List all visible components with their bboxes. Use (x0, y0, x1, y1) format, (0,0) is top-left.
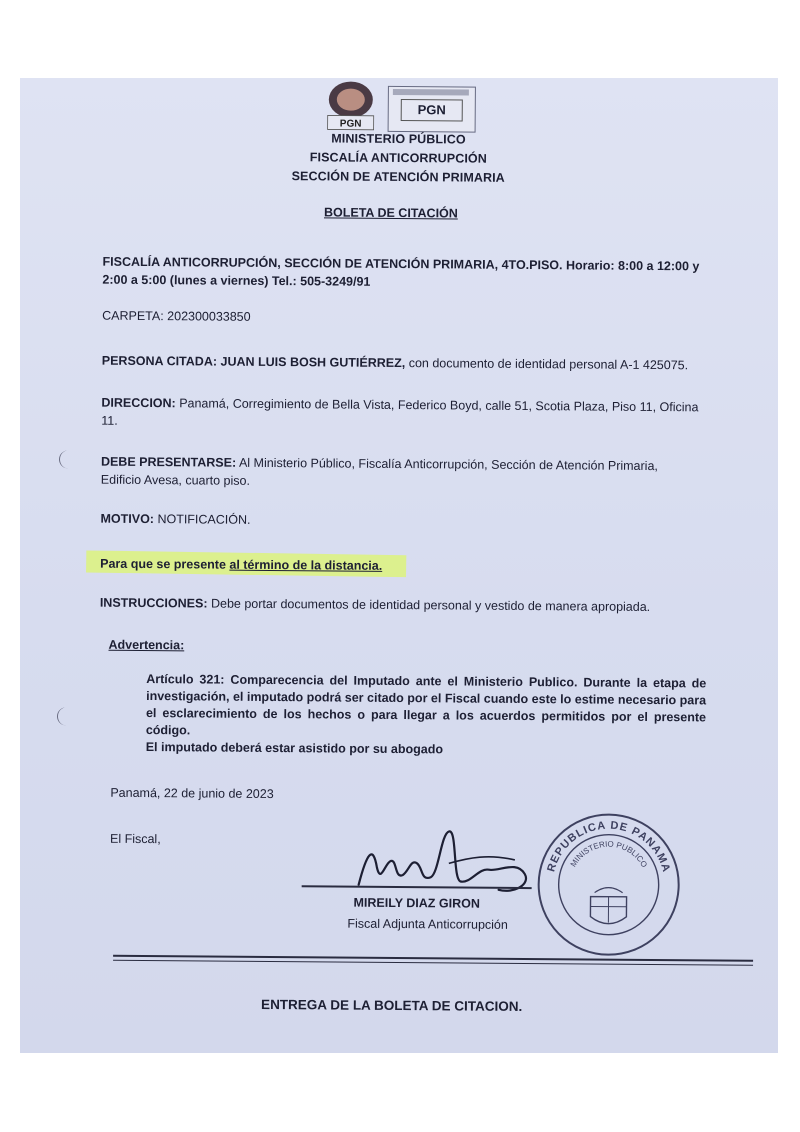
pgn-box-logo (388, 86, 476, 133)
header-line-2: FISCALÍA ANTICORRUPCIÓN (309, 150, 487, 166)
punch-hole-mark (59, 450, 70, 468)
persona-label: PERSONA CITADA: (101, 353, 218, 369)
motivo-value: NOTIFICACIÓN. (153, 512, 251, 527)
fiscal-label: El Fiscal, (109, 831, 161, 847)
signer-role: Fiscal Adjunta Anticorrupción (347, 916, 508, 932)
article-text: Artículo 321: Comparecencia del Imputado ante el Ministerio Publico. Durante la etapa de investigación, el imputado podrá ser citado por el Fiscal cuando este lo estime necesario para el esclarecimiento de los hechos o para llegar a los acuerdos permitidos por el presente código. (145, 672, 707, 738)
punch-hole-mark (57, 707, 68, 725)
motivo-field (100, 510, 700, 533)
debe-value: Al Ministerio Público, Fiscalía Anticorrupción, Sección de Atención Primaria, Edificio Avesa, cuarto piso. (100, 455, 658, 488)
document-title: BOLETA DE CITACIÓN (323, 205, 458, 221)
motivo-label: MOTIVO: (100, 511, 155, 527)
pgn-seal-logo (320, 79, 382, 131)
carpeta-label: CARPETA: (102, 308, 164, 324)
direccion-field (101, 394, 701, 435)
official-stamp (528, 804, 689, 965)
instrucciones-value: Debe portar documentos de identidad personal y vestido de manera apropiada. (207, 596, 651, 614)
header-line-3: SECCIÓN DE ATENCIÓN PRIMARIA (291, 169, 505, 185)
direccion-label: DIRECCION: (101, 395, 176, 411)
instrucciones-field (100, 594, 700, 617)
debe-label: DEBE PRESENTARSE: (100, 454, 237, 470)
logo-text: PGN (401, 99, 463, 121)
stamp-outer-text: REPUBLICA DE PANAMA (545, 819, 673, 875)
seal-text: PGN (339, 118, 362, 130)
persona-name: JUAN LUIS BOSH GUTIÉRREZ, (220, 354, 406, 371)
carpeta-field (102, 307, 702, 330)
footer-title: ENTREGA DE LA BOLETA DE CITACION. (261, 996, 523, 1014)
advertencia-label: Advertencia: (108, 637, 185, 653)
signer-name: MIREILY DIAZ GIRON (353, 895, 480, 911)
para-prefix: Para que se presente (100, 556, 230, 572)
carpeta-value: 202300033850 (167, 309, 251, 324)
article-last-line: El imputado deberá estar asistido por su abogado (145, 740, 444, 757)
persona-rest: con documento de identidad personal A-1 425075. (405, 356, 689, 373)
debe-presentarse-field (101, 453, 701, 494)
advertencia-article (146, 671, 707, 760)
instrucciones-label: INSTRUCCIONES: (99, 595, 208, 611)
office-info: FISCALÍA ANTICORRUPCIÓN, SECCIÓN DE ATENCIÓN PRIMARIA, 4TO.PISO. Horario: 8:00 a 12:00 y 2:00 a 5:00 (lunes a viernes) Tel.: 505-3249/91 (102, 254, 700, 289)
persona-citada-field (102, 352, 702, 375)
document-date: Panamá, 22 de junio de 2023 (110, 785, 274, 802)
header-line-1: MINISTERIO PÚBLICO (331, 131, 466, 147)
document-page (20, 78, 778, 1053)
presentation-instruction (100, 555, 382, 575)
document-content (20, 78, 778, 1053)
para-underlined: al término de la distancia. (229, 557, 383, 573)
stamp-inner-text: MINISTERIO PUBLICO (568, 839, 649, 869)
handwritten-signature (339, 823, 540, 905)
direccion-value: Panamá, Corregimiento de Bella Vista, Federico Boyd, calle 51, Scotia Plaza, Piso 11, Oficina 11. (101, 396, 699, 428)
logo-strip (393, 89, 469, 96)
